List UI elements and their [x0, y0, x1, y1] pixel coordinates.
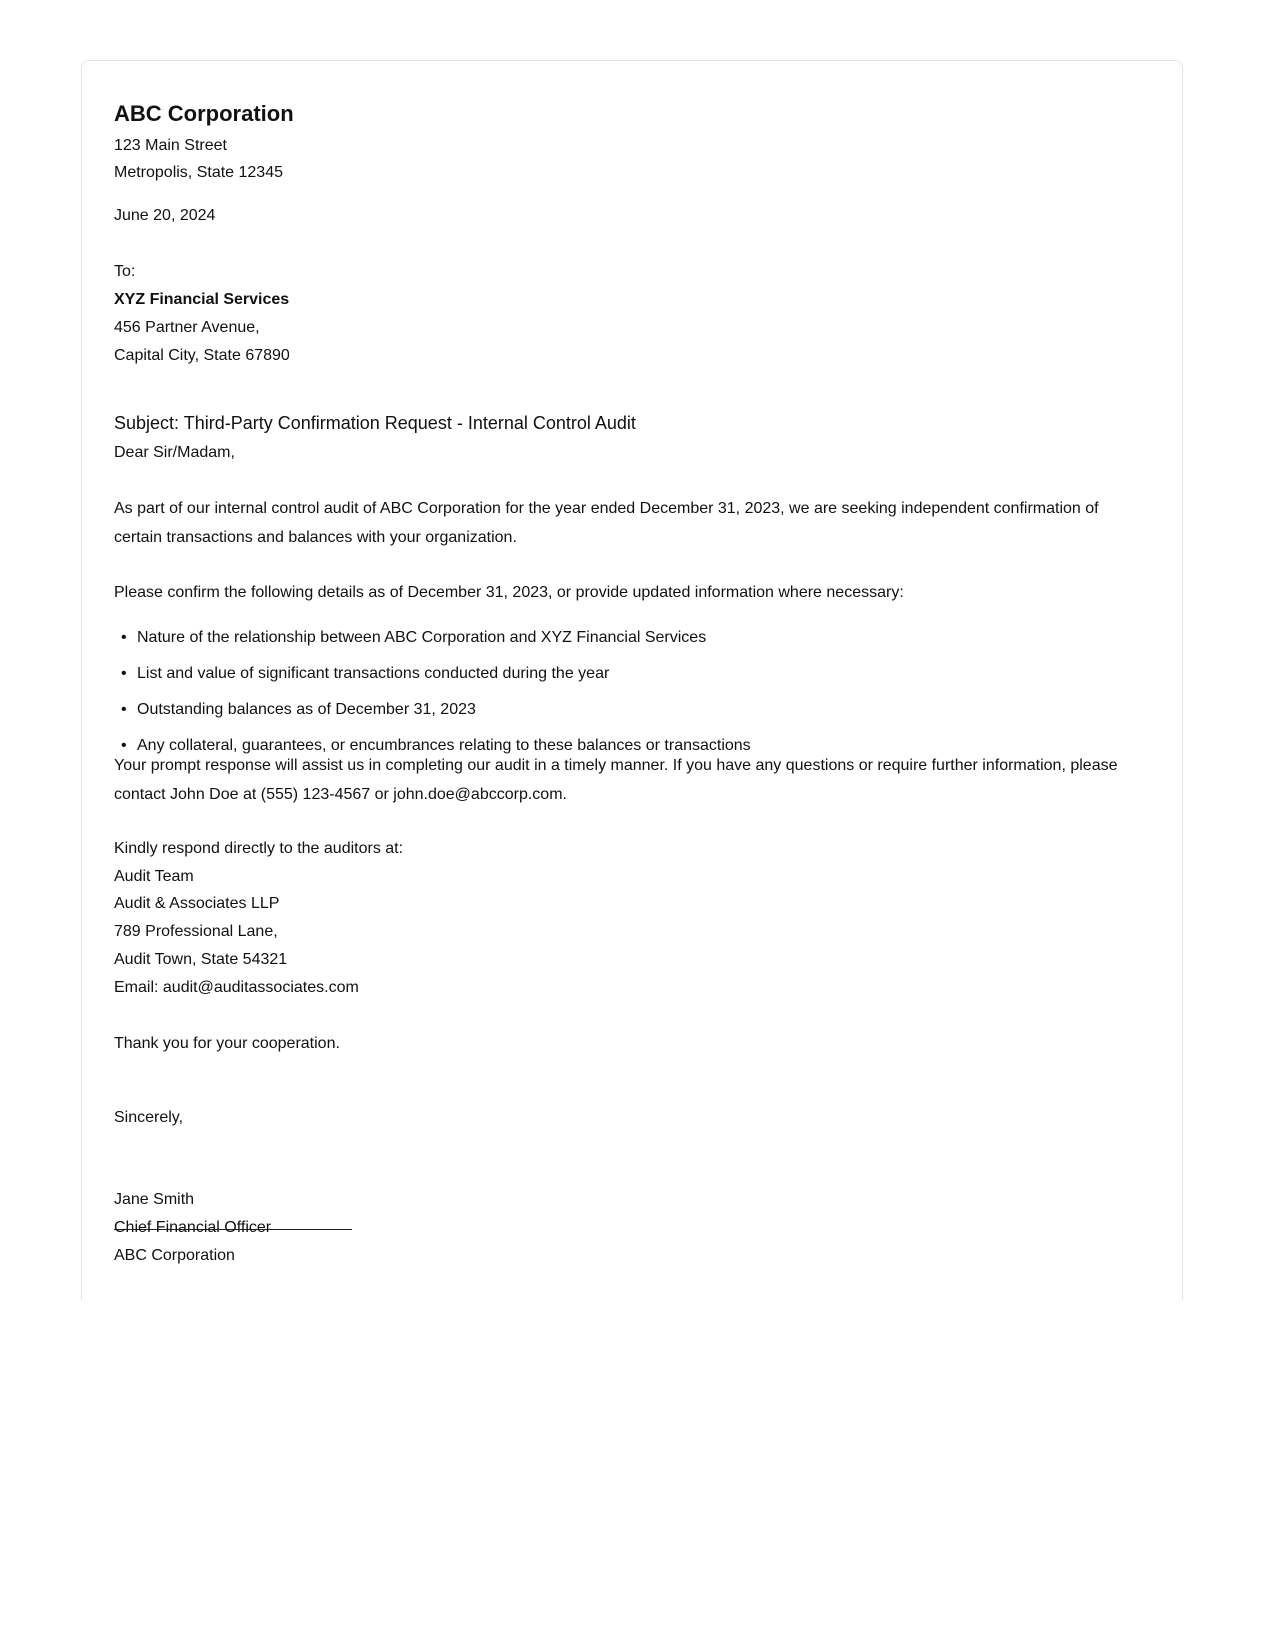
- signatory-company: ABC Corporation: [114, 1247, 235, 1264]
- auditor-email: Email: audit@auditassociates.com: [114, 979, 359, 996]
- sender-street: 123 Main Street: [114, 137, 227, 154]
- list-item-text: Any collateral, guarantees, or encumbrances relating to these balances or transactions: [137, 737, 751, 754]
- request-paragraph: Please confirm the following details as of December 31, 2023, or provide updated information where necessary:: [114, 584, 904, 601]
- response-paragraph: Your prompt response will assist us in completing our audit in a timely manner. If you have any questions or require further information, please contact John Doe at (555) 123-4567 or john.doe@abccorp.com.: [114, 757, 1118, 803]
- list-item-text: Outstanding balances as of December 31, 2023: [137, 701, 476, 718]
- signatory-title: Chief Financial Officer: [114, 1219, 272, 1236]
- signatory-name: Jane Smith: [114, 1191, 195, 1208]
- list-item: [114, 700, 751, 736]
- list-item-text: List and value of significant transactions conducted during the year: [137, 665, 610, 682]
- list-item: [114, 628, 751, 664]
- sender-company-name: ABC Corporation: [114, 101, 294, 126]
- recipient-to-label: To:: [114, 263, 136, 280]
- auditor-intro: Kindly respond directly to the auditors at:: [114, 840, 404, 857]
- letter-date: June 20, 2024: [114, 207, 216, 224]
- letter-card: [81, 60, 1183, 1300]
- bullet-icon: •: [121, 737, 127, 754]
- recipient-name: XYZ Financial Services: [114, 291, 290, 308]
- thanks-line: Thank you for your cooperation.: [114, 1035, 340, 1052]
- auditor-city-state-zip: Audit Town, State 54321: [114, 951, 288, 968]
- list-item-text: Nature of the relationship between ABC Corporation and XYZ Financial Services: [137, 629, 707, 646]
- intro-paragraph: As part of our internal control audit of ABC Corporation for the year ended December 31, 2023, we are seeking independent confirmation of certain transactions and balances with your organization.: [114, 500, 1099, 546]
- list-item: [114, 664, 751, 700]
- closing: Sincerely,: [114, 1109, 184, 1126]
- recipient-city-state-zip: Capital City, State 67890: [114, 347, 290, 364]
- recipient-street: 456 Partner Avenue,: [114, 319, 260, 336]
- bullet-icon: •: [121, 665, 127, 682]
- auditor-firm: Audit & Associates LLP: [114, 895, 280, 912]
- auditor-team: Audit Team: [114, 868, 194, 885]
- salutation: Dear Sir/Madam,: [114, 444, 235, 461]
- bullet-icon: •: [121, 701, 127, 718]
- letter-subject: Subject: Third-Party Confirmation Request - Internal Control Audit: [114, 413, 636, 433]
- bullet-icon: •: [121, 629, 127, 646]
- sender-city-state-zip: Metropolis, State 12345: [114, 164, 283, 181]
- auditor-street: 789 Professional Lane,: [114, 923, 278, 940]
